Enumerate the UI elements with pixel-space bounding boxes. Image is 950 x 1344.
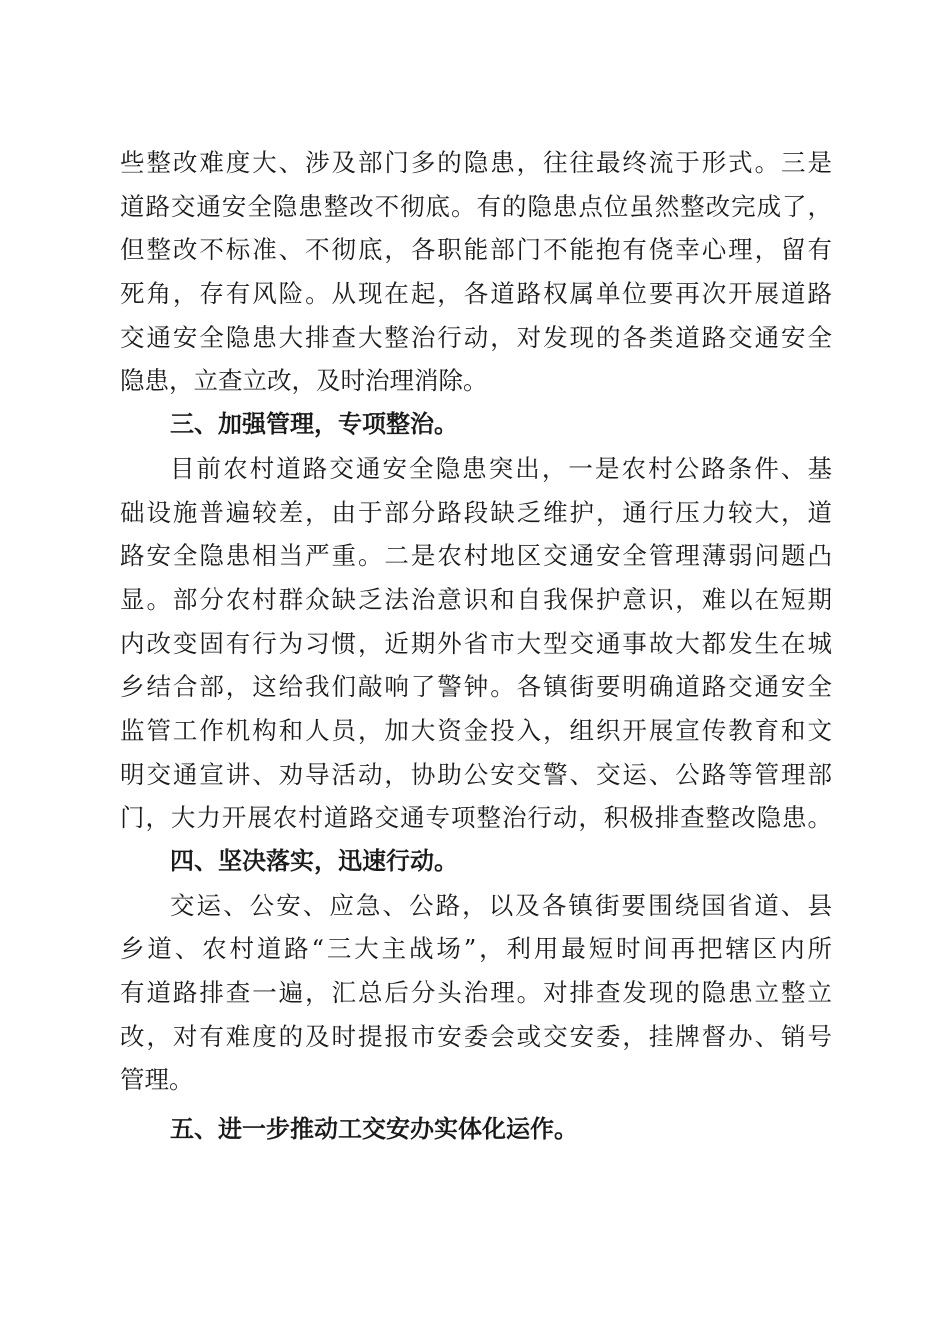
paragraph-line: 乡结合部，这给我们敲响了警钟。各镇街要明确道路交通安全 xyxy=(120,672,832,702)
paragraph-line: 交通安全隐患大排查大整治行动，对发现的各类道路交通安全 xyxy=(120,322,832,352)
paragraph-line: 础设施普遍较差，由于部分路段缺乏维护，通行压力较大，道 xyxy=(120,497,832,527)
paragraph-line: 内改变固有行为习惯，近期外省市大型交通事故大都发生在城 xyxy=(120,628,832,658)
paragraph-line: 明交通宣讲、劝导活动，协助公安交警、交运、公路等管理部 xyxy=(120,759,832,789)
section-heading-4: 四、坚决落实，迅速行动。 xyxy=(170,847,458,875)
paragraph-line: 改，对有难度的及时提报市安委会或交安委，挂牌督办、销号 xyxy=(120,1021,832,1051)
paragraph-line: 道路交通安全隐患整改不彻底。有的隐患点位虽然整改完成了， xyxy=(120,191,832,221)
paragraph-line: 有道路排查一遍，汇总后分头治理。对排查发现的隐患立整立 xyxy=(120,978,832,1008)
paragraph-line: 管理。 xyxy=(120,1065,194,1095)
section-heading-3: 三、加强管理，专项整治。 xyxy=(170,410,458,439)
paragraph-line: 目前农村道路交通安全隐患突出，一是农村公路条件、基 xyxy=(170,453,832,483)
section-3-paragraph xyxy=(120,447,832,840)
paragraph-line: 路安全隐患相当严重。二是农村地区交通安全管理薄弱问题凸 xyxy=(120,541,832,571)
paragraph-line: 监管工作机构和人员，加大资金投入，组织开展宣传教育和文 xyxy=(120,715,832,745)
paragraph-line: 门，大力开展农村道路交通专项整治行动，积极排查整改隐患。 xyxy=(120,803,832,833)
section-4-paragraph xyxy=(120,884,832,1102)
paragraph-line: 交运、公安、应急、公路，以及各镇街要围绕国省道、县 xyxy=(170,890,832,920)
document-body xyxy=(120,141,832,1152)
paragraph-line: 些整改难度大、涉及部门多的隐患，往往最终流于形式。三是 xyxy=(120,148,832,177)
paragraph-line: 但整改不标准、不彻底，各职能部门不能抱有侥幸心理，留有 xyxy=(120,235,832,265)
paragraph-line: 死角，存有风险。从现在起，各道路权属单位要再次开展道路 xyxy=(120,279,832,309)
paragraph-line: 显。部分农村群众缺乏法治意识和自我保护意识，难以在短期 xyxy=(120,584,832,614)
section-heading-5: 五、进一步推动工交安办实体化运作。 xyxy=(170,1115,578,1144)
continuation-paragraph xyxy=(120,141,832,403)
paragraph-line: 隐患，立查立改，及时治理消除。 xyxy=(120,366,488,396)
paragraph-line: 乡道、农村道路“三大主战场”，利用最短时间再把辖区内所 xyxy=(120,934,832,964)
